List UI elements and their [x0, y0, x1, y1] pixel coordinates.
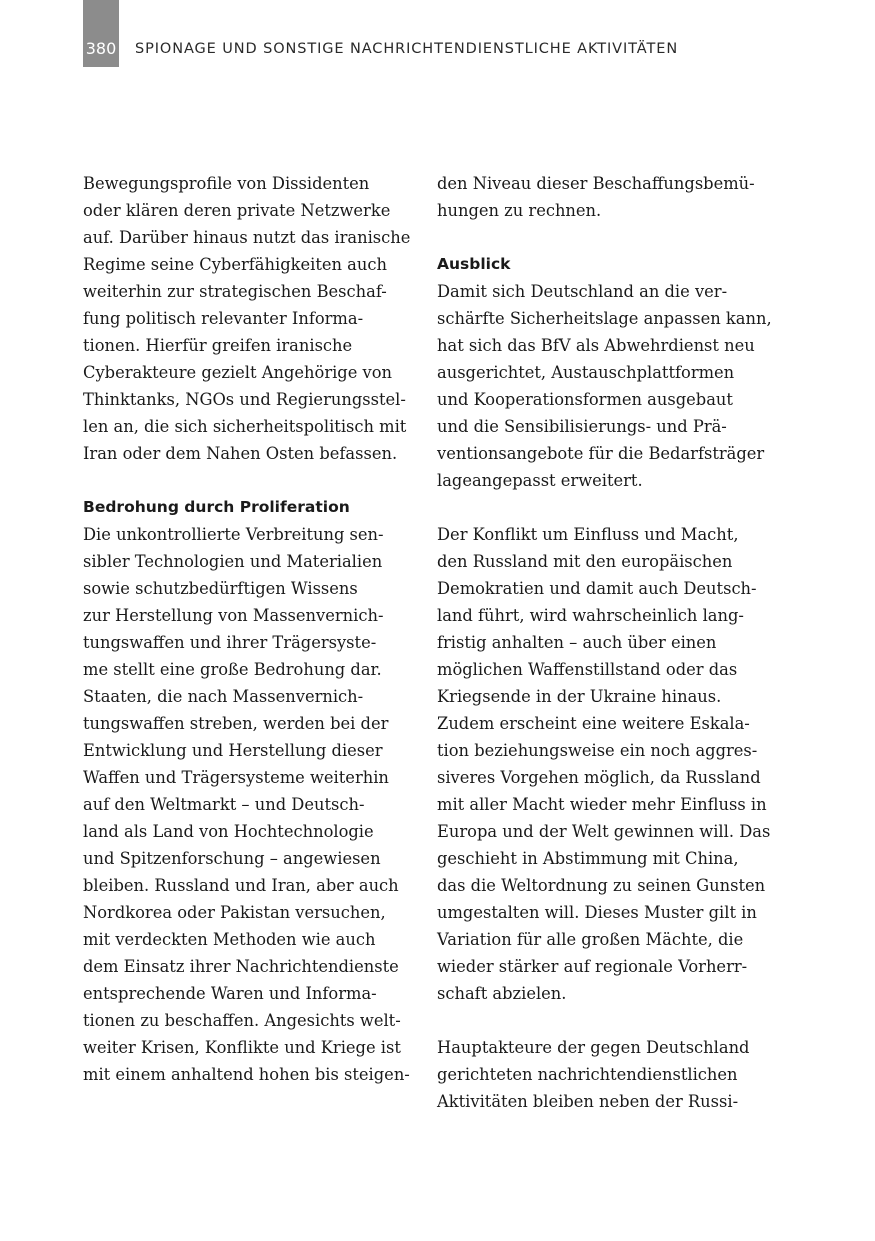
text-line: Aktivitäten bleiben neben der Russi- [437, 1092, 739, 1111]
text-line: umgestalten will. Dieses Muster gilt in [437, 903, 757, 922]
text-line: mit einem anhaltend hohen bis steigen- [83, 1065, 410, 1084]
text-line: tungswaffen und ihrer Trägersyste- [83, 633, 377, 652]
text-line: len an, die sich sicherheitspolitisch mit [83, 417, 407, 436]
text-line: Kriegsende in der Ukraine hinaus. [437, 687, 722, 706]
text-line: ventionsangebote für die Bedarfsträger [437, 444, 765, 463]
text-line: Variation für alle großen Mächte, die [437, 930, 744, 949]
text-line: Entwicklung und Herstellung dieser [83, 741, 383, 760]
text-line: me stellt eine große Bedrohung dar. [83, 660, 382, 679]
text-line: lageangepasst erweitert. [437, 471, 643, 490]
text-line: Europa und der Welt gewinnen will. Das [437, 822, 771, 841]
text-line: land führt, wird wahrscheinlich lang- [437, 606, 744, 625]
left-column [83, 170, 413, 1088]
text-line: tungswaffen streben, werden bei der [83, 714, 389, 733]
text-line: land als Land von Hochtechnologie [83, 822, 374, 841]
text-line: zur Herstellung von Massenvernich- [83, 606, 384, 625]
text-line: auf. Darüber hinaus nutzt das iranische [83, 228, 411, 247]
text-line: mit aller Macht wieder mehr Einfluss in [437, 795, 767, 814]
text-line: Thinktanks, NGOs und Regierungsstel- [83, 390, 406, 409]
text-line: das die Weltordnung zu seinen Gunsten [437, 876, 766, 895]
text-line: wieder stärker auf regionale Vorherr- [437, 957, 748, 976]
text-line: Die unkontrollierte Verbreitung sen- [83, 525, 384, 544]
text-line: auf den Weltmarkt – und Deutsch- [83, 795, 365, 814]
text-line: Damit sich Deutschland an die ver- [437, 282, 728, 301]
text-line: gerichteten nachrichtendienstlichen [437, 1065, 738, 1084]
text-line: sowie schutzbedürftigen Wissens [83, 579, 358, 598]
text-line: fung politisch relevanter Informa- [83, 309, 364, 328]
text-line: Cyberakteure gezielt Angehörige von [83, 363, 393, 382]
paragraph [437, 1034, 767, 1115]
paragraph-spacer [437, 1007, 767, 1034]
text-line: und Kooperationsformen ausgebaut [437, 390, 733, 409]
text-line: Zudem erscheint eine weitere Eskala- [437, 714, 750, 733]
text-line: und die Sensibilisierungs- und Prä- [437, 417, 727, 436]
text-line: weiter Krisen, Konflikte und Kriege ist [83, 1038, 401, 1057]
text-line: Staaten, die nach Massenvernich- [83, 687, 364, 706]
text-line: geschieht in Abstimmung mit China, [437, 849, 739, 868]
text-line: weiterhin zur strategischen Beschaf- [83, 282, 387, 301]
paragraph [83, 521, 413, 1088]
text-line: Iran oder dem Nahen Osten befassen. [83, 444, 398, 463]
paragraph [437, 278, 772, 494]
section-heading-ausblick: Ausblick [437, 255, 511, 273]
text-line: Bewegungsprofile von Dissidenten [83, 174, 370, 193]
text-line: oder klären deren private Netzwerke [83, 201, 391, 220]
text-line: den Niveau dieser Beschaffungsbemü- [437, 174, 755, 193]
running-header-title: SPIONAGE UND SONSTIGE NACHRICHTENDIENSTLICHE AKTIVITÄTEN [135, 41, 679, 57]
paragraph [437, 521, 771, 1007]
paragraph-spacer [437, 224, 767, 251]
text-line: bleiben. Russland und Iran, aber auch [83, 876, 399, 895]
text-line: Waffen und Trägersysteme weiterhin [83, 768, 389, 787]
text-line: Der Konflikt um Einfluss und Macht, [437, 525, 739, 544]
text-line: Nordkorea oder Pakistan versuchen, [83, 903, 386, 922]
text-line: sibler Technologien und Materialien [83, 552, 383, 571]
text-line: ausgerichtet, Austauschplattformen [437, 363, 735, 382]
text-line: fristig anhalten – auch über einen [437, 633, 717, 652]
text-line: schaft abzielen. [437, 984, 567, 1003]
text-line: tionen. Hierfür greifen iranische [83, 336, 353, 355]
text-line: mit verdeckten Methoden wie auch [83, 930, 376, 949]
paragraph [437, 170, 767, 224]
text-line: entsprechende Waren und Informa- [83, 984, 377, 1003]
text-line: und Spitzenforschung – angewiesen [83, 849, 381, 868]
section-heading-proliferation: Bedrohung durch Proliferation [83, 498, 350, 516]
text-line: möglichen Waffenstillstand oder das [437, 660, 738, 679]
paragraph [83, 170, 413, 467]
text-line: tion beziehungsweise ein noch aggres- [437, 741, 758, 760]
right-column [437, 170, 772, 1115]
text-line: schärfte Sicherheitslage anpassen kann, [437, 309, 772, 328]
text-line: Regime seine Cyberfähigkeiten auch [83, 255, 387, 274]
text-line: siveres Vorgehen möglich, da Russland [437, 768, 761, 787]
text-line: hungen zu rechnen. [437, 201, 602, 220]
text-line: Demokratien und damit auch Deutsch- [437, 579, 757, 598]
text-line: hat sich das BfV als Abwehrdienst neu [437, 336, 755, 355]
text-line: tionen zu beschaffen. Angesichts welt- [83, 1011, 401, 1030]
text-line: den Russland mit den europäischen [437, 552, 733, 571]
text-line: Hauptakteure der gegen Deutschland [437, 1038, 750, 1057]
paragraph-spacer [437, 494, 767, 521]
page-number: 380 [85, 39, 117, 58]
paragraph-spacer [83, 467, 413, 494]
text-line: dem Einsatz ihrer Nachrichtendienste [83, 957, 399, 976]
